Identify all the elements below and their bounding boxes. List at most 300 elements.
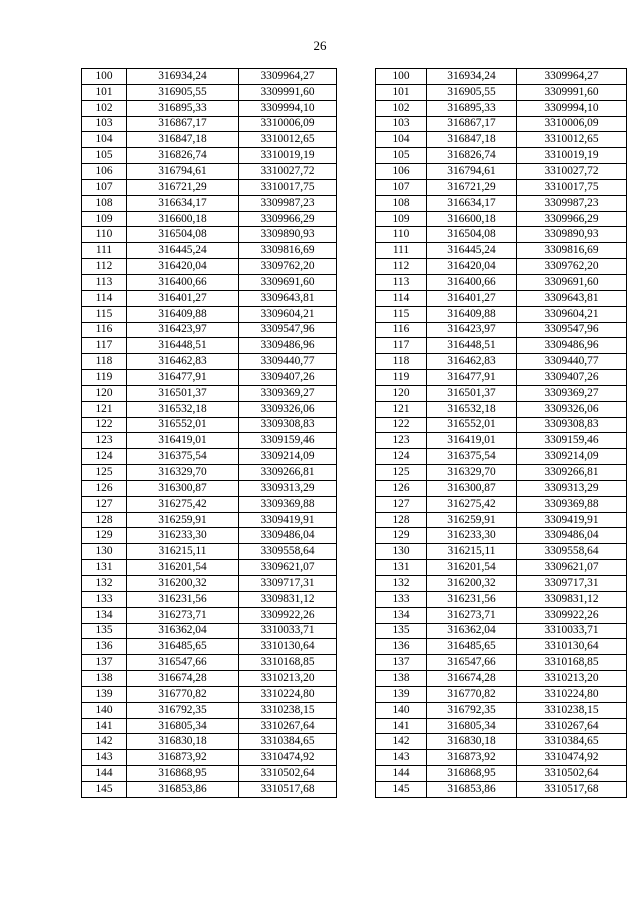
table-row xyxy=(82,449,337,465)
point-number-cell: 144 xyxy=(376,766,427,782)
x-coordinate-cell: 316448,51 xyxy=(127,338,239,354)
table-row xyxy=(82,322,337,338)
y-coordinate-cell: 3309994,10 xyxy=(239,100,337,116)
y-coordinate-cell: 3309486,04 xyxy=(517,528,627,544)
table-row xyxy=(82,433,337,449)
table-row xyxy=(82,338,337,354)
point-number-cell: 139 xyxy=(376,686,427,702)
table-row xyxy=(376,639,627,655)
table-row xyxy=(376,560,627,576)
x-coordinate-cell: 316674,28 xyxy=(127,671,239,687)
y-coordinate-cell: 3309369,88 xyxy=(239,496,337,512)
x-coordinate-cell: 316400,66 xyxy=(427,274,517,290)
x-coordinate-cell: 316375,54 xyxy=(127,449,239,465)
y-coordinate-cell: 3309762,20 xyxy=(517,259,627,275)
point-number-cell: 123 xyxy=(376,433,427,449)
point-number-cell: 100 xyxy=(82,69,127,85)
table-row xyxy=(82,576,337,592)
x-coordinate-cell: 316721,29 xyxy=(427,179,517,195)
point-number-cell: 120 xyxy=(82,385,127,401)
y-coordinate-cell: 3309313,29 xyxy=(517,480,627,496)
x-coordinate-cell: 316600,18 xyxy=(427,211,517,227)
y-coordinate-cell: 3309922,26 xyxy=(517,607,627,623)
page-number: 26 xyxy=(313,38,327,53)
table-row xyxy=(376,179,627,195)
point-number-cell: 121 xyxy=(82,401,127,417)
y-coordinate-cell: 3310017,75 xyxy=(239,179,337,195)
table-row xyxy=(82,370,337,386)
x-coordinate-cell: 316501,37 xyxy=(427,385,517,401)
x-coordinate-cell: 316231,56 xyxy=(127,591,239,607)
point-number-cell: 137 xyxy=(82,655,127,671)
point-number-cell: 122 xyxy=(82,417,127,433)
x-coordinate-cell: 316634,17 xyxy=(127,195,239,211)
table-row xyxy=(82,734,337,750)
y-coordinate-cell: 3309547,96 xyxy=(239,322,337,338)
y-coordinate-cell: 3310238,15 xyxy=(239,702,337,718)
table-row xyxy=(82,116,337,132)
point-number-cell: 141 xyxy=(376,718,427,734)
table-row xyxy=(376,702,627,718)
table-row xyxy=(376,655,627,671)
table-row xyxy=(376,480,627,496)
point-number-cell: 103 xyxy=(82,116,127,132)
y-coordinate-cell: 3309994,10 xyxy=(517,100,627,116)
y-coordinate-cell: 3309691,60 xyxy=(517,274,627,290)
table-row xyxy=(376,512,627,528)
y-coordinate-cell: 3310012,65 xyxy=(517,132,627,148)
point-number-cell: 115 xyxy=(82,306,127,322)
y-coordinate-cell: 3310027,72 xyxy=(517,164,627,180)
y-coordinate-cell: 3310238,15 xyxy=(517,702,627,718)
table-row xyxy=(82,195,337,211)
table-body xyxy=(82,69,337,798)
point-number-cell: 124 xyxy=(376,449,427,465)
point-number-cell: 102 xyxy=(82,100,127,116)
x-coordinate-cell: 316231,56 xyxy=(427,591,517,607)
x-coordinate-cell: 316853,86 xyxy=(127,781,239,797)
table-row xyxy=(376,766,627,782)
point-number-cell: 115 xyxy=(376,306,427,322)
x-coordinate-cell: 316934,24 xyxy=(427,69,517,85)
table-row xyxy=(82,148,337,164)
x-coordinate-cell: 316362,04 xyxy=(427,623,517,639)
x-coordinate-cell: 316770,82 xyxy=(427,686,517,702)
x-coordinate-cell: 316770,82 xyxy=(127,686,239,702)
table-row xyxy=(82,259,337,275)
point-number-cell: 113 xyxy=(376,274,427,290)
x-coordinate-cell: 316201,54 xyxy=(427,560,517,576)
point-number-cell: 100 xyxy=(376,69,427,85)
y-coordinate-cell: 3309313,29 xyxy=(239,480,337,496)
point-number-cell: 132 xyxy=(376,576,427,592)
y-coordinate-cell: 3309486,96 xyxy=(517,338,627,354)
point-number-cell: 112 xyxy=(376,259,427,275)
table-row xyxy=(376,290,627,306)
y-coordinate-cell: 3309407,26 xyxy=(517,370,627,386)
table-row xyxy=(82,417,337,433)
table-row xyxy=(376,417,627,433)
y-coordinate-cell: 3309159,46 xyxy=(239,433,337,449)
table-row xyxy=(82,766,337,782)
x-coordinate-cell: 316259,91 xyxy=(427,512,517,528)
point-number-cell: 135 xyxy=(376,623,427,639)
x-coordinate-cell: 316462,83 xyxy=(427,354,517,370)
point-number-cell: 144 xyxy=(82,766,127,782)
x-coordinate-cell: 316401,27 xyxy=(127,290,239,306)
table-row xyxy=(376,227,627,243)
x-coordinate-cell: 316868,95 xyxy=(127,766,239,782)
table-row xyxy=(376,576,627,592)
table-row xyxy=(82,211,337,227)
y-coordinate-cell: 3309214,09 xyxy=(517,449,627,465)
y-coordinate-cell: 3309643,81 xyxy=(517,290,627,306)
point-number-cell: 133 xyxy=(376,591,427,607)
table-row xyxy=(82,512,337,528)
x-coordinate-cell: 316504,08 xyxy=(427,227,517,243)
y-coordinate-cell: 3309266,81 xyxy=(239,465,337,481)
table-row xyxy=(82,401,337,417)
y-coordinate-cell: 3309991,60 xyxy=(239,84,337,100)
x-coordinate-cell: 316400,66 xyxy=(127,274,239,290)
point-number-cell: 101 xyxy=(82,84,127,100)
point-number-cell: 108 xyxy=(82,195,127,211)
table-row xyxy=(376,338,627,354)
table-row xyxy=(376,591,627,607)
y-coordinate-cell: 3310517,68 xyxy=(239,781,337,797)
y-coordinate-cell: 3310267,64 xyxy=(239,718,337,734)
x-coordinate-cell: 316375,54 xyxy=(427,449,517,465)
y-coordinate-cell: 3310019,19 xyxy=(517,148,627,164)
x-coordinate-cell: 316329,70 xyxy=(427,465,517,481)
point-number-cell: 134 xyxy=(82,607,127,623)
point-number-cell: 129 xyxy=(376,528,427,544)
y-coordinate-cell: 3309266,81 xyxy=(517,465,627,481)
y-coordinate-cell: 3310130,64 xyxy=(239,639,337,655)
x-coordinate-cell: 316847,18 xyxy=(127,132,239,148)
x-coordinate-cell: 316419,01 xyxy=(427,433,517,449)
y-coordinate-cell: 3310168,85 xyxy=(517,655,627,671)
table-row xyxy=(376,132,627,148)
point-number-cell: 125 xyxy=(82,465,127,481)
x-coordinate-cell: 316420,04 xyxy=(427,259,517,275)
y-coordinate-cell: 3309621,07 xyxy=(239,560,337,576)
coordinates-table-right xyxy=(375,68,627,798)
table-row xyxy=(376,385,627,401)
x-coordinate-cell: 316792,35 xyxy=(427,702,517,718)
x-coordinate-cell: 316233,30 xyxy=(427,528,517,544)
x-coordinate-cell: 316329,70 xyxy=(127,465,239,481)
table-row xyxy=(82,702,337,718)
table-row xyxy=(82,781,337,797)
y-coordinate-cell: 3309214,09 xyxy=(239,449,337,465)
x-coordinate-cell: 316419,01 xyxy=(127,433,239,449)
y-coordinate-cell: 3309717,31 xyxy=(517,576,627,592)
table-row xyxy=(82,686,337,702)
point-number-cell: 114 xyxy=(376,290,427,306)
point-number-cell: 143 xyxy=(82,750,127,766)
y-coordinate-cell: 3310130,64 xyxy=(517,639,627,655)
point-number-cell: 126 xyxy=(376,480,427,496)
point-number-cell: 131 xyxy=(82,560,127,576)
point-number-cell: 136 xyxy=(376,639,427,655)
point-number-cell: 104 xyxy=(82,132,127,148)
x-coordinate-cell: 316273,71 xyxy=(127,607,239,623)
x-coordinate-cell: 316805,34 xyxy=(427,718,517,734)
coordinates-table-left xyxy=(81,68,337,798)
point-number-cell: 107 xyxy=(376,179,427,195)
y-coordinate-cell: 3309326,06 xyxy=(239,401,337,417)
y-coordinate-cell: 3310006,09 xyxy=(517,116,627,132)
point-number-cell: 102 xyxy=(376,100,427,116)
y-coordinate-cell: 3309407,26 xyxy=(239,370,337,386)
table-row xyxy=(82,623,337,639)
point-number-cell: 143 xyxy=(376,750,427,766)
point-number-cell: 130 xyxy=(376,544,427,560)
table-row xyxy=(82,69,337,85)
x-coordinate-cell: 316826,74 xyxy=(127,148,239,164)
y-coordinate-cell: 3309966,29 xyxy=(239,211,337,227)
point-number-cell: 110 xyxy=(82,227,127,243)
table-row xyxy=(82,306,337,322)
point-number-cell: 126 xyxy=(82,480,127,496)
y-coordinate-cell: 3309991,60 xyxy=(517,84,627,100)
point-number-cell: 128 xyxy=(376,512,427,528)
point-number-cell: 137 xyxy=(376,655,427,671)
y-coordinate-cell: 3309987,23 xyxy=(239,195,337,211)
y-coordinate-cell: 3309816,69 xyxy=(239,243,337,259)
y-coordinate-cell: 3309440,77 xyxy=(517,354,627,370)
x-coordinate-cell: 316830,18 xyxy=(127,734,239,750)
table-row xyxy=(376,84,627,100)
point-number-cell: 142 xyxy=(376,734,427,750)
table-row xyxy=(82,655,337,671)
point-number-cell: 101 xyxy=(376,84,427,100)
x-coordinate-cell: 316532,18 xyxy=(127,401,239,417)
point-number-cell: 125 xyxy=(376,465,427,481)
point-number-cell: 106 xyxy=(376,164,427,180)
y-coordinate-cell: 3310033,71 xyxy=(517,623,627,639)
y-coordinate-cell: 3310033,71 xyxy=(239,623,337,639)
y-coordinate-cell: 3309419,91 xyxy=(517,512,627,528)
point-number-cell: 103 xyxy=(376,116,427,132)
y-coordinate-cell: 3309159,46 xyxy=(517,433,627,449)
x-coordinate-cell: 316200,32 xyxy=(127,576,239,592)
y-coordinate-cell: 3310017,75 xyxy=(517,179,627,195)
x-coordinate-cell: 316867,17 xyxy=(427,116,517,132)
x-coordinate-cell: 316830,18 xyxy=(427,734,517,750)
point-number-cell: 119 xyxy=(376,370,427,386)
table-row xyxy=(82,528,337,544)
table-row xyxy=(376,449,627,465)
y-coordinate-cell: 3310224,80 xyxy=(239,686,337,702)
point-number-cell: 122 xyxy=(376,417,427,433)
x-coordinate-cell: 316445,24 xyxy=(127,243,239,259)
point-number-cell: 104 xyxy=(376,132,427,148)
table-row xyxy=(376,433,627,449)
point-number-cell: 116 xyxy=(82,322,127,338)
table-row xyxy=(376,370,627,386)
table-row xyxy=(82,84,337,100)
point-number-cell: 130 xyxy=(82,544,127,560)
point-number-cell: 141 xyxy=(82,718,127,734)
point-number-cell: 106 xyxy=(82,164,127,180)
y-coordinate-cell: 3310384,65 xyxy=(239,734,337,750)
x-coordinate-cell: 316201,54 xyxy=(127,560,239,576)
point-number-cell: 128 xyxy=(82,512,127,528)
table-row xyxy=(376,528,627,544)
table-row xyxy=(82,179,337,195)
x-coordinate-cell: 316873,92 xyxy=(427,750,517,766)
table-row xyxy=(82,607,337,623)
y-coordinate-cell: 3310224,80 xyxy=(517,686,627,702)
x-coordinate-cell: 316895,33 xyxy=(427,100,517,116)
table-row xyxy=(82,385,337,401)
x-coordinate-cell: 316300,87 xyxy=(127,480,239,496)
point-number-cell: 133 xyxy=(82,591,127,607)
point-number-cell: 113 xyxy=(82,274,127,290)
table-row xyxy=(82,100,337,116)
table-row xyxy=(82,560,337,576)
point-number-cell: 136 xyxy=(82,639,127,655)
y-coordinate-cell: 3309369,27 xyxy=(517,385,627,401)
table-row xyxy=(376,243,627,259)
y-coordinate-cell: 3309486,96 xyxy=(239,338,337,354)
y-coordinate-cell: 3309547,96 xyxy=(517,322,627,338)
y-coordinate-cell: 3310502,64 xyxy=(239,766,337,782)
point-number-cell: 114 xyxy=(82,290,127,306)
x-coordinate-cell: 316873,92 xyxy=(127,750,239,766)
point-number-cell: 117 xyxy=(82,338,127,354)
y-coordinate-cell: 3309890,93 xyxy=(517,227,627,243)
y-coordinate-cell: 3310019,19 xyxy=(239,148,337,164)
table-row xyxy=(82,480,337,496)
x-coordinate-cell: 316552,01 xyxy=(427,417,517,433)
point-number-cell: 123 xyxy=(82,433,127,449)
y-coordinate-cell: 3310517,68 xyxy=(517,781,627,797)
y-coordinate-cell: 3309922,26 xyxy=(239,607,337,623)
table-row xyxy=(82,243,337,259)
x-coordinate-cell: 316674,28 xyxy=(427,671,517,687)
point-number-cell: 111 xyxy=(82,243,127,259)
y-coordinate-cell: 3310012,65 xyxy=(239,132,337,148)
table-row xyxy=(376,734,627,750)
point-number-cell: 105 xyxy=(376,148,427,164)
point-number-cell: 105 xyxy=(82,148,127,164)
y-coordinate-cell: 3309486,04 xyxy=(239,528,337,544)
x-coordinate-cell: 316504,08 xyxy=(127,227,239,243)
y-coordinate-cell: 3310474,92 xyxy=(517,750,627,766)
point-number-cell: 111 xyxy=(376,243,427,259)
y-coordinate-cell: 3310474,92 xyxy=(239,750,337,766)
x-coordinate-cell: 316547,66 xyxy=(427,655,517,671)
x-coordinate-cell: 316905,55 xyxy=(427,84,517,100)
table-row xyxy=(82,164,337,180)
y-coordinate-cell: 3309691,60 xyxy=(239,274,337,290)
y-coordinate-cell: 3309419,91 xyxy=(239,512,337,528)
x-coordinate-cell: 316794,61 xyxy=(427,164,517,180)
table-row xyxy=(376,781,627,797)
point-number-cell: 121 xyxy=(376,401,427,417)
y-coordinate-cell: 3310168,85 xyxy=(239,655,337,671)
table-row xyxy=(376,544,627,560)
table-row xyxy=(82,290,337,306)
y-coordinate-cell: 3309621,07 xyxy=(517,560,627,576)
point-number-cell: 120 xyxy=(376,385,427,401)
point-number-cell: 145 xyxy=(376,781,427,797)
y-coordinate-cell: 3309558,64 xyxy=(239,544,337,560)
x-coordinate-cell: 316477,91 xyxy=(427,370,517,386)
y-coordinate-cell: 3309643,81 xyxy=(239,290,337,306)
point-number-cell: 132 xyxy=(82,576,127,592)
table-row xyxy=(376,496,627,512)
table-row xyxy=(376,401,627,417)
point-number-cell: 107 xyxy=(82,179,127,195)
table-row xyxy=(82,544,337,560)
table-row xyxy=(376,718,627,734)
x-coordinate-cell: 316233,30 xyxy=(127,528,239,544)
y-coordinate-cell: 3309369,27 xyxy=(239,385,337,401)
x-coordinate-cell: 316462,83 xyxy=(127,354,239,370)
table-row xyxy=(82,639,337,655)
table-row xyxy=(82,591,337,607)
x-coordinate-cell: 316259,91 xyxy=(127,512,239,528)
table-row xyxy=(376,164,627,180)
point-number-cell: 118 xyxy=(82,354,127,370)
x-coordinate-cell: 316362,04 xyxy=(127,623,239,639)
x-coordinate-cell: 316853,86 xyxy=(427,781,517,797)
y-coordinate-cell: 3309966,29 xyxy=(517,211,627,227)
x-coordinate-cell: 316868,95 xyxy=(427,766,517,782)
table-row xyxy=(82,227,337,243)
point-number-cell: 109 xyxy=(82,211,127,227)
table-row xyxy=(376,465,627,481)
x-coordinate-cell: 316409,88 xyxy=(127,306,239,322)
x-coordinate-cell: 316552,01 xyxy=(127,417,239,433)
x-coordinate-cell: 316423,97 xyxy=(427,322,517,338)
x-coordinate-cell: 316532,18 xyxy=(427,401,517,417)
x-coordinate-cell: 316273,71 xyxy=(427,607,517,623)
point-number-cell: 112 xyxy=(82,259,127,275)
x-coordinate-cell: 316805,34 xyxy=(127,718,239,734)
y-coordinate-cell: 3309308,83 xyxy=(517,417,627,433)
y-coordinate-cell: 3310384,65 xyxy=(517,734,627,750)
x-coordinate-cell: 316847,18 xyxy=(427,132,517,148)
point-number-cell: 116 xyxy=(376,322,427,338)
table-row xyxy=(376,100,627,116)
point-number-cell: 127 xyxy=(82,496,127,512)
y-coordinate-cell: 3309717,31 xyxy=(239,576,337,592)
table-row xyxy=(376,750,627,766)
table-row xyxy=(82,718,337,734)
table-row xyxy=(82,750,337,766)
y-coordinate-cell: 3309369,88 xyxy=(517,496,627,512)
y-coordinate-cell: 3309604,21 xyxy=(517,306,627,322)
x-coordinate-cell: 316600,18 xyxy=(127,211,239,227)
table-row xyxy=(82,274,337,290)
table-row xyxy=(376,354,627,370)
y-coordinate-cell: 3310006,09 xyxy=(239,116,337,132)
x-coordinate-cell: 316300,87 xyxy=(427,480,517,496)
point-number-cell: 131 xyxy=(376,560,427,576)
point-number-cell: 110 xyxy=(376,227,427,243)
point-number-cell: 124 xyxy=(82,449,127,465)
point-number-cell: 145 xyxy=(82,781,127,797)
point-number-cell: 135 xyxy=(82,623,127,639)
point-number-cell: 139 xyxy=(82,686,127,702)
table-body xyxy=(376,69,627,798)
point-number-cell: 142 xyxy=(82,734,127,750)
